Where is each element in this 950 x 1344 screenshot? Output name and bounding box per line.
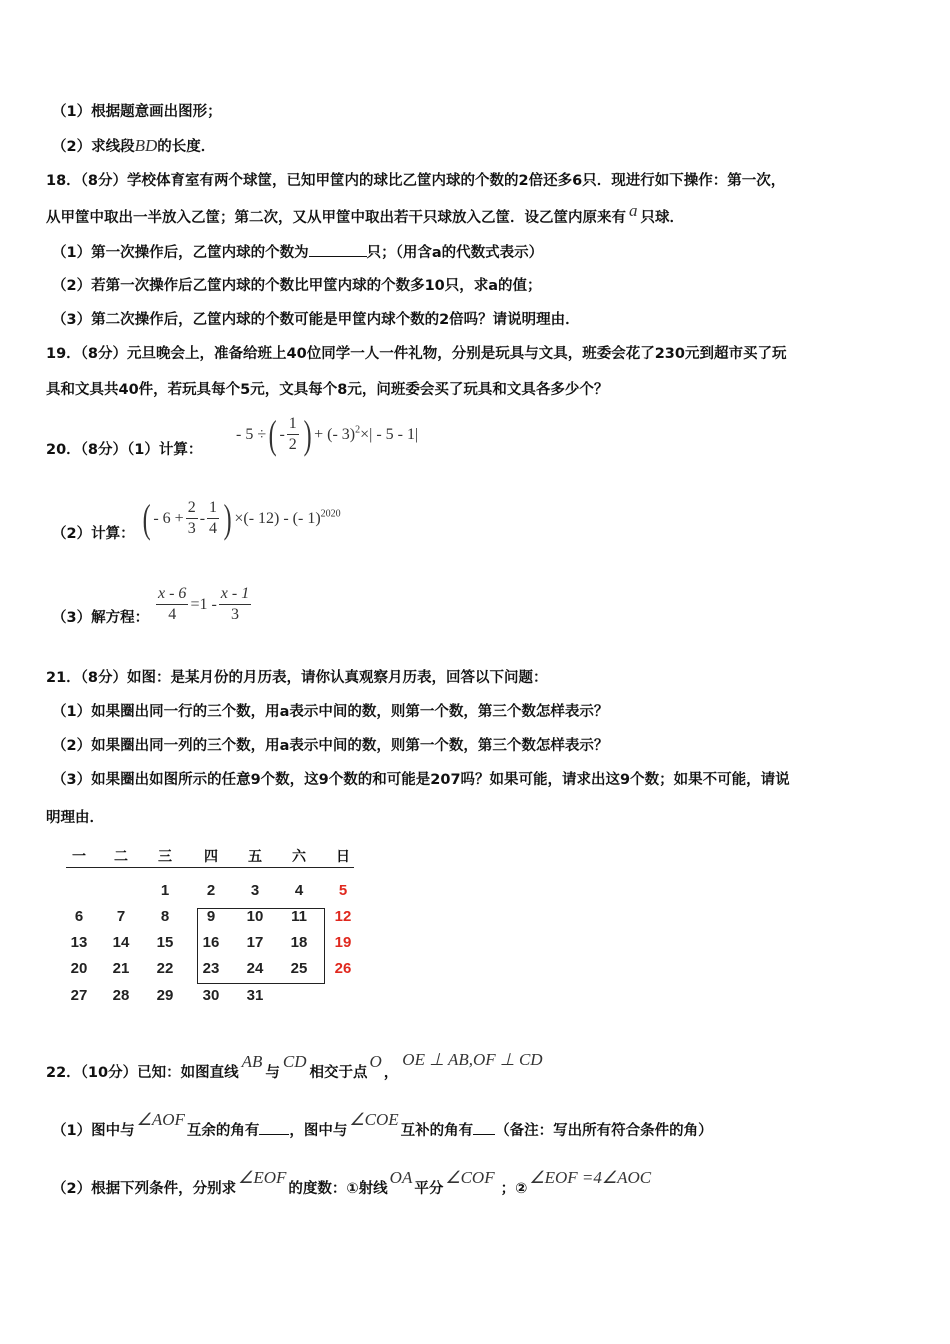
q18-line2-text-b: 只球． xyxy=(640,210,684,226)
calendar-day: 2 xyxy=(206,882,216,899)
segment-bd: BD xyxy=(134,136,158,155)
q22-part2-text-b: 的度数：①射线 xyxy=(288,1181,388,1197)
month-calendar xyxy=(64,846,364,1011)
expr1-a: - 5 ÷ xyxy=(236,426,267,443)
calendar-day: 22 xyxy=(156,960,174,977)
calendar-day: 23 xyxy=(202,960,220,977)
q21-part3: （3）如果圈出如图所示的任意9个数，这9个数的和可能是207吗？如果可能，请求出这9个数；如果不可能，请说 xyxy=(52,772,790,788)
expr1-exp: 2 xyxy=(355,424,361,436)
q19-line2: 具和文具共40件，若玩具每个5元，文具每个8元，问班委会买了玩具和文具各多少个？ xyxy=(46,382,609,398)
calendar-day: 27 xyxy=(70,987,88,1004)
calendar-header-7: 日 xyxy=(336,849,350,865)
fraction-x-minus-1-over-3 xyxy=(219,584,251,625)
expr2-exp: 2020 xyxy=(320,508,341,520)
q18-part1-text-b: 只；（用含a的代数式表示） xyxy=(366,245,544,261)
q22-comma: ， xyxy=(383,1065,399,1081)
calendar-day: 26 xyxy=(334,960,352,977)
frac-den: 4 xyxy=(168,606,177,623)
q22-part1 xyxy=(52,1110,713,1141)
calendar-header-4: 四 xyxy=(204,849,218,865)
q17-part2 xyxy=(52,136,215,157)
frac-num: 1 xyxy=(287,414,299,435)
fraction-two-thirds xyxy=(186,498,198,539)
expr1-c: ×| - 5 - 1| xyxy=(360,426,419,443)
calendar-day: 29 xyxy=(156,987,174,1004)
frac-num: x - 6 xyxy=(156,584,188,605)
calendar-day: 24 xyxy=(246,960,264,977)
q22-part1-text-b: 互余的角有 xyxy=(186,1123,260,1139)
expr2-a: - 6 + xyxy=(153,510,184,527)
q18-line2-text-a: 从甲筐中取出一半放入乙筐；第二次，又从甲筐中取出若干只球放入乙筐．设乙筐内原来有 xyxy=(46,210,626,226)
calendar-day: 21 xyxy=(112,960,130,977)
frac-den: 3 xyxy=(231,606,240,623)
answer-blank xyxy=(309,242,367,257)
q21-part1: （1）如果圈出同一行的三个数，用a表示中间的数，则第一个数，第三个数怎样表示？ xyxy=(52,704,609,720)
answer-blank-1 xyxy=(259,1120,289,1135)
q18-part1 xyxy=(52,242,543,263)
calendar-day: 1 xyxy=(160,882,170,899)
frac-num: x - 1 xyxy=(219,584,251,605)
line-ab: AB xyxy=(241,1052,263,1071)
calendar-day: 15 xyxy=(156,934,174,951)
calendar-day: 20 xyxy=(70,960,88,977)
q22-part1-text-e: （备注：写出所有符合条件的角） xyxy=(495,1123,713,1139)
var-a: a xyxy=(629,201,638,220)
point-o: O xyxy=(369,1052,382,1071)
calendar-day: 12 xyxy=(334,908,352,925)
calendar-day: 19 xyxy=(334,934,352,951)
calendar-day: 31 xyxy=(246,987,264,1004)
frac-num: 2 xyxy=(186,498,198,519)
paren-right: ) xyxy=(303,411,312,457)
fraction-one-half xyxy=(287,414,299,455)
calendar-header-6: 六 xyxy=(292,849,306,865)
perpendicular-conditions: OE ⊥ AB,OF ⊥ CD xyxy=(402,1050,543,1069)
answer-blank-2 xyxy=(473,1120,495,1135)
fraction-one-quarter xyxy=(207,498,219,539)
calendar-day: 3 xyxy=(250,882,260,899)
calendar-header-1: 一 xyxy=(72,849,86,865)
paren-right: ) xyxy=(223,495,232,541)
q17-part2-text-b: 的长度． xyxy=(157,139,216,155)
calendar-day: 9 xyxy=(206,908,216,925)
calendar-header-line xyxy=(66,867,354,868)
calendar-day: 14 xyxy=(112,934,130,951)
calendar-day: 10 xyxy=(246,908,264,925)
calendar-header-2: 二 xyxy=(114,849,128,865)
q18-line2 xyxy=(46,201,684,228)
paren-left: ( xyxy=(268,411,277,457)
q20-part3-label: （3）解方程： xyxy=(52,610,150,626)
angle-cof: ∠COF xyxy=(445,1168,495,1187)
q22-part2 xyxy=(52,1168,652,1199)
fraction-x-minus-6-over-4 xyxy=(156,584,188,625)
q20-part1-label: 20．（8分）（1）计算： xyxy=(46,442,203,458)
angle-aof: ∠AOF xyxy=(136,1110,185,1129)
paren-left: ( xyxy=(142,495,151,541)
calendar-day: 18 xyxy=(290,934,308,951)
frac-num: 1 xyxy=(207,498,219,519)
q17-part1: （1）根据题意画出图形； xyxy=(52,104,222,120)
q20-part2-label: （2）计算： xyxy=(52,526,135,542)
q21-part2: （2）如果圈出同一列的三个数，用a表示中间的数，则第一个数，第三个数怎样表示？ xyxy=(52,738,609,754)
ray-oa: OA xyxy=(389,1168,413,1187)
angle-coe: ∠COE xyxy=(349,1110,399,1129)
calendar-day: 7 xyxy=(116,908,126,925)
q22-text-b: 与 xyxy=(265,1065,280,1081)
q18-part2: （2）若第一次操作后乙筐内球的个数比甲筐内球的个数多10只，求a的值； xyxy=(52,278,542,294)
line-cd: CD xyxy=(282,1052,307,1071)
frac-den: 4 xyxy=(209,520,218,537)
frac-den: 3 xyxy=(187,520,196,537)
q22-part1-text-c: ，图中与 xyxy=(289,1123,348,1139)
q21-part3-cont: 明理由． xyxy=(46,810,104,826)
calendar-header-3: 三 xyxy=(158,849,172,865)
q22-line1 xyxy=(46,1050,543,1083)
frac-den: 2 xyxy=(288,436,297,453)
calendar-day: 4 xyxy=(294,882,304,899)
calendar-day: 11 xyxy=(291,908,307,925)
angle-eof: ∠EOF xyxy=(238,1168,287,1187)
calendar-day: 28 xyxy=(112,987,130,1004)
q22-part2-text-c: 平分 xyxy=(414,1181,444,1197)
expr2-minus: - xyxy=(199,510,206,527)
angle-condition: ∠EOF =4∠AOC xyxy=(529,1168,652,1187)
q22-part2-text-a: （2）根据下列条件，分别求 xyxy=(52,1181,237,1197)
q22-part1-text-d: 互补的角有 xyxy=(400,1123,474,1139)
q21-line1: 21．（8分）如图：是某月份的月历表，请你认真观察月历表，回答以下问题： xyxy=(46,670,548,686)
q20-equation xyxy=(154,584,253,625)
q20-expr1 xyxy=(236,411,419,457)
expr2-b: ×(- 12) - (- 1) xyxy=(234,510,321,527)
calendar-header-5: 五 xyxy=(248,849,262,865)
calendar-day: 25 xyxy=(290,960,308,977)
calendar-day: 8 xyxy=(160,908,170,925)
calendar-day: 30 xyxy=(202,987,220,1004)
calendar-day: 6 xyxy=(74,908,84,925)
q22-part2-text-d: ；② xyxy=(500,1181,528,1197)
calendar-day: 5 xyxy=(338,882,348,899)
q22-part1-text-a: （1）图中与 xyxy=(52,1123,135,1139)
q22-text-a: 22．（10分）已知：如图直线 xyxy=(46,1065,239,1081)
calendar-day: 16 xyxy=(202,934,220,951)
q19-line1: 19．（8分）元旦晚会上，准备给班上40位同学一人一件礼物，分别是玩具与文具，班委会花了230元到超市买了玩 xyxy=(46,346,787,362)
expr1-b: + (- 3) xyxy=(314,426,356,443)
expr1-frac-sign: - xyxy=(279,426,285,443)
q17-part2-text-a: （2）求线段 xyxy=(52,139,135,155)
calendar-day: 13 xyxy=(70,934,88,951)
calendar-day: 17 xyxy=(246,934,264,951)
q18-part1-text-a: （1）第一次操作后，乙筐内球的个数为 xyxy=(52,245,309,261)
q22-text-c: 相交于点 xyxy=(309,1065,368,1081)
equation-mid: =1 - xyxy=(190,596,217,613)
q20-expr2 xyxy=(140,495,341,541)
q18-part3: （3）第二次操作后，乙筐内球的个数可能是甲筐内球个数的2倍吗？请说明理由． xyxy=(52,312,580,328)
q18-line1: 18．（8分）学校体育室有两个球筐，已知甲筐内的球比乙筐内球的个数的2倍还多6只．现进行如下操作：第一次， xyxy=(46,173,786,189)
